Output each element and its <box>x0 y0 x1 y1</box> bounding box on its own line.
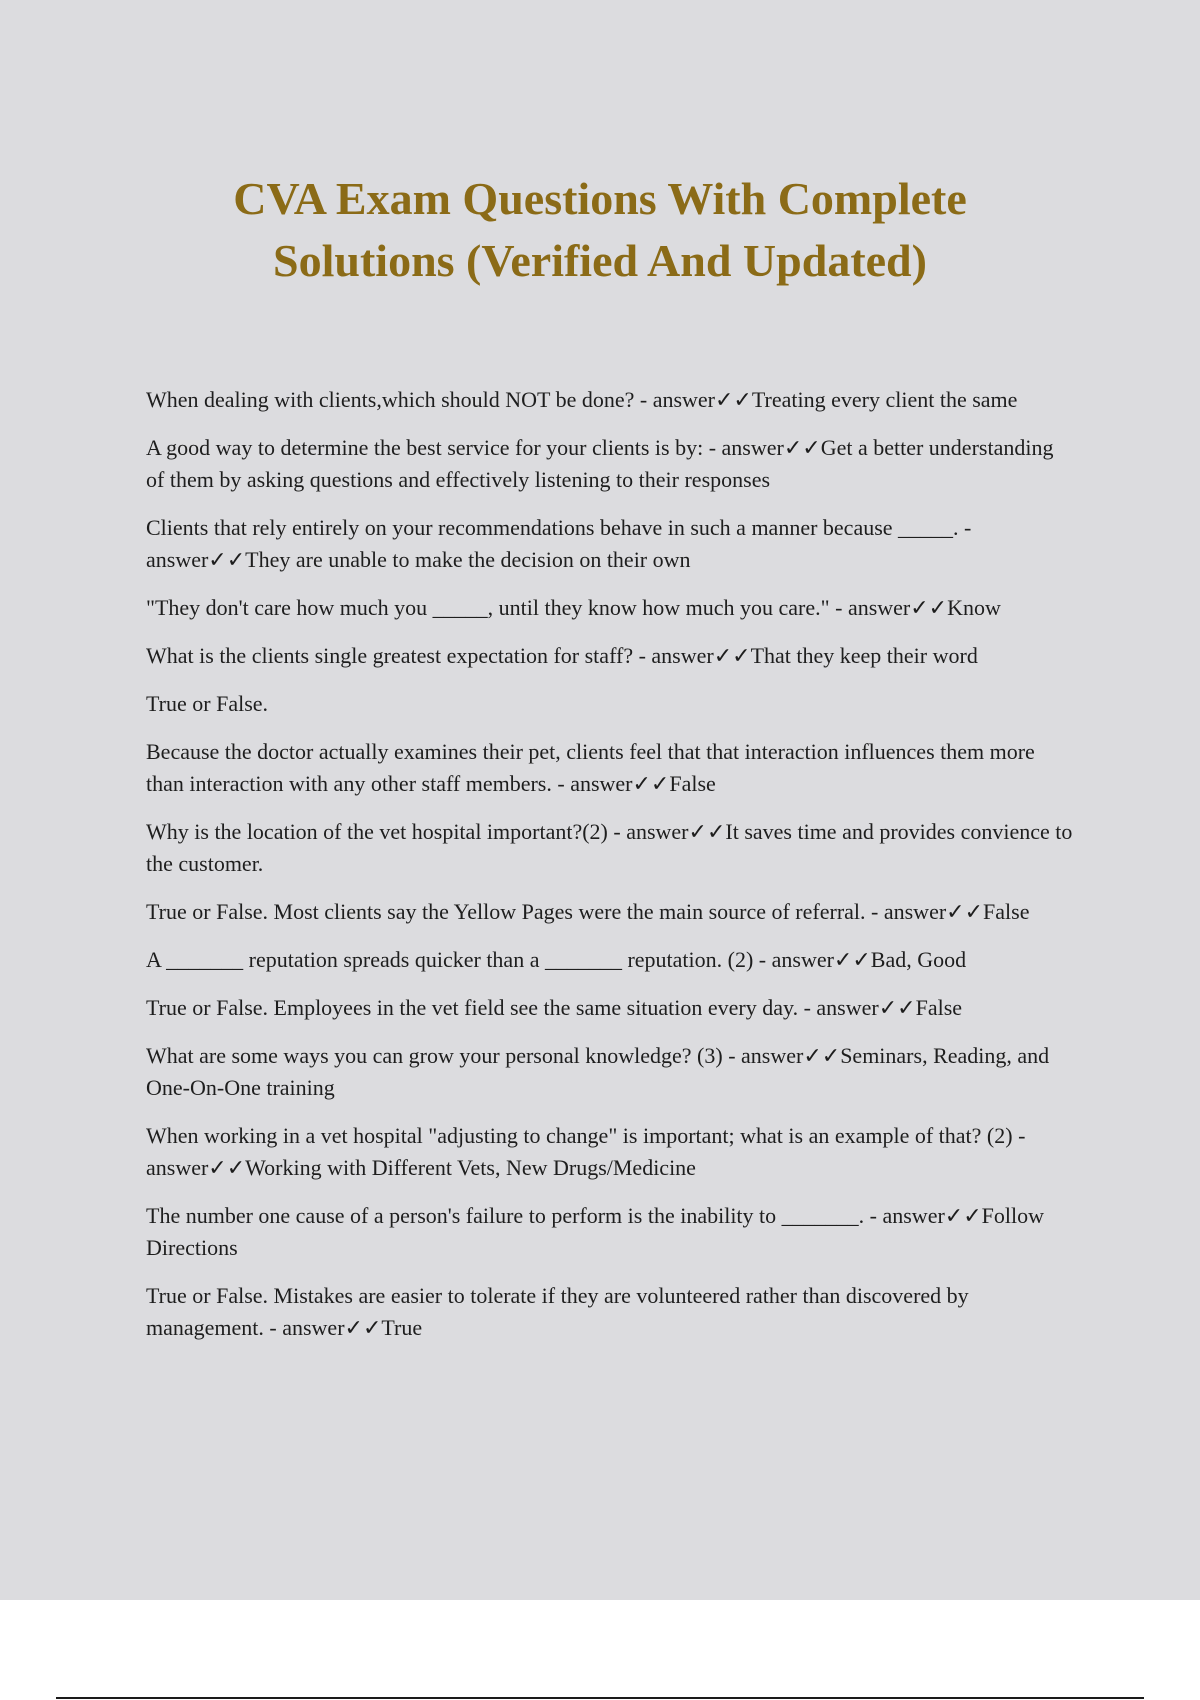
page-divider <box>56 1697 1144 1699</box>
qa-item: When working in a vet hospital "adjusting to change" is important; what is an example of that? (2) - answer✓✓Working with Different Vets, New Drugs/Medicine <box>146 1123 1026 1180</box>
qa-list <box>146 384 1076 1360</box>
qa-item: What is the clients single greatest expectation for staff? - answer✓✓That they keep their word <box>146 643 978 668</box>
qa-item: "They don't care how much you _____, until they know how much you care." - answer✓✓Know <box>146 595 1001 620</box>
qa-item: A _______ reputation spreads quicker than a _______ reputation. (2) - answer✓✓Bad, Good <box>146 947 967 972</box>
qa-item: True or False. <box>146 691 269 716</box>
qa-item: Why is the location of the vet hospital important?(2) - answer✓✓It saves time and provides convience to the customer. <box>146 819 1073 876</box>
title-line-1: CVA Exam Questions With Complete <box>233 173 967 224</box>
qa-item: The number one cause of a person's failure to perform is the inability to _______. - answer✓✓Follow Directions <box>146 1203 1045 1260</box>
qa-item: Because the doctor actually examines their pet, clients feel that that interaction influences them more than interaction with any other staff members. - answer✓✓False <box>146 739 1035 796</box>
qa-item: Clients that rely entirely on your recommendations behave in such a manner because _____. - answer✓✓They are unable to make the decision on their own <box>146 515 972 572</box>
qa-item: A good way to determine the best service for your clients is by: - answer✓✓Get a better understanding of them by asking questions and effectively listening to their responses <box>146 435 1054 492</box>
qa-item: What are some ways you can grow your personal knowledge? (3) - answer✓✓Seminars, Reading, and One-On-One training <box>146 1043 1050 1100</box>
qa-item: When dealing with clients,which should NOT be done? - answer✓✓Treating every client the same <box>146 387 1018 412</box>
qa-item: True or False. Employees in the vet field see the same situation every day. - answer✓✓False <box>146 995 963 1020</box>
title-line-2: Solutions (Verified And Updated) <box>273 235 927 286</box>
qa-item: True or False. Most clients say the Yellow Pages were the main source of referral. - answer✓✓False <box>146 899 1030 924</box>
qa-item: True or False. Mistakes are easier to tolerate if they are volunteered rather than discovered by management. - answer✓✓True <box>146 1283 969 1340</box>
document-title <box>0 168 1200 292</box>
